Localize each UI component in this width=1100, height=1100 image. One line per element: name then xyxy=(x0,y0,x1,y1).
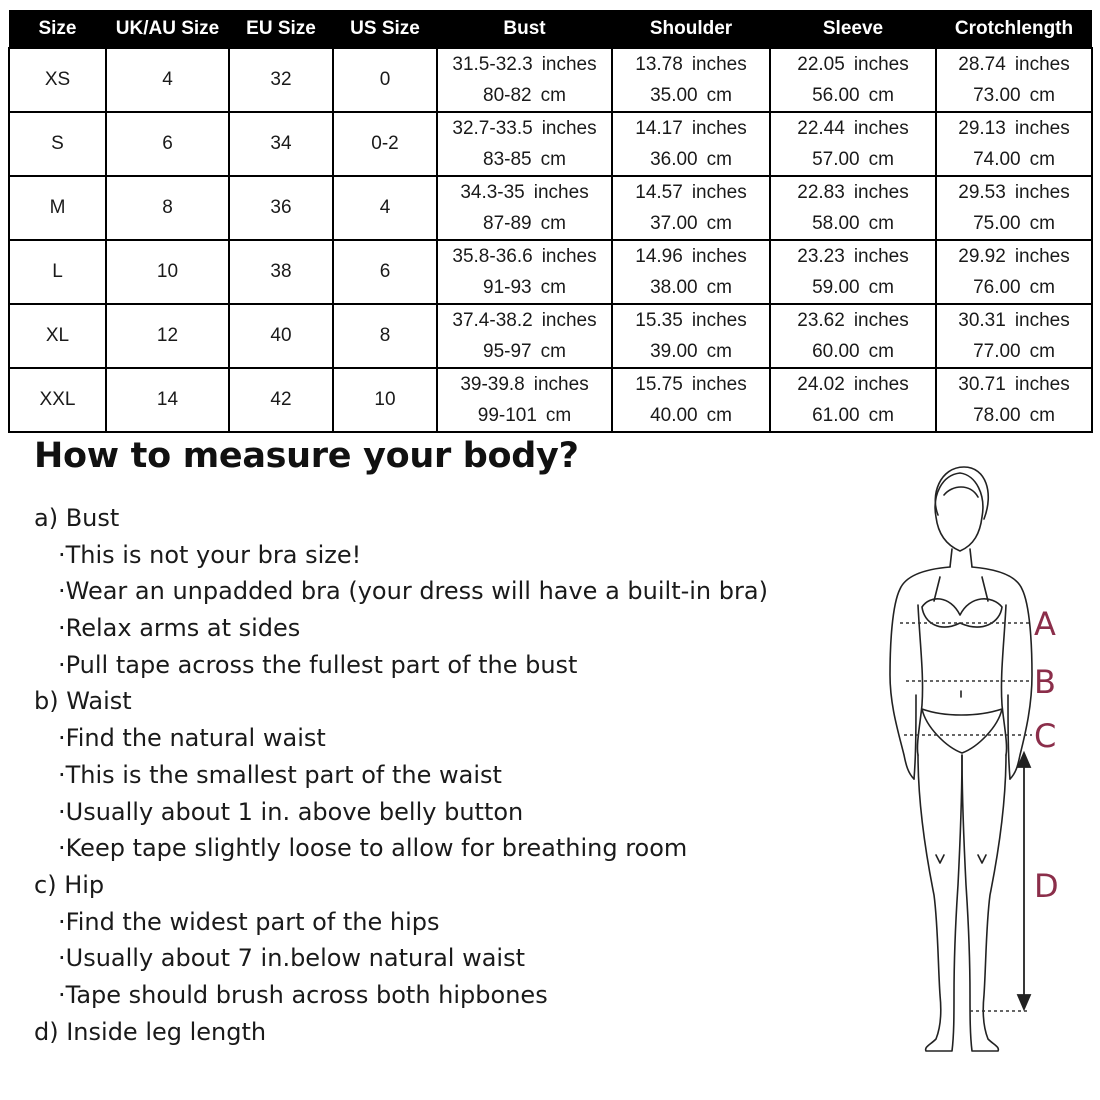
cm-unit: cm xyxy=(1029,341,1055,362)
shoulder-cell-cm-line xyxy=(613,336,769,367)
cm-value: 75.00 xyxy=(973,213,1021,234)
shoulder-cell-cm-line xyxy=(613,144,769,175)
inch-value: 22.05 xyxy=(797,54,845,75)
inch-value: 30.71 xyxy=(958,374,1006,395)
eu-size-cell: 32 xyxy=(229,48,333,112)
cm-unit: cm xyxy=(1029,85,1055,106)
cm-unit: cm xyxy=(540,149,566,170)
inch-unit: inches xyxy=(541,246,597,267)
inch-value: 13.78 xyxy=(635,54,683,75)
cm-unit: cm xyxy=(706,85,732,106)
crotchlength-cell xyxy=(936,176,1092,240)
cm-unit: cm xyxy=(540,85,566,106)
eu-size-cell: 42 xyxy=(229,368,333,432)
crotchlength-cell-cm-line xyxy=(937,80,1091,111)
inch-unit: inches xyxy=(541,310,597,331)
inch-value: 28.74 xyxy=(958,54,1006,75)
inch-unit: inches xyxy=(691,246,747,267)
sleeve-cell-cm-line xyxy=(771,208,935,239)
shoulder-cell-inch-line xyxy=(613,241,769,272)
cm-unit: cm xyxy=(868,405,894,426)
bust-cell xyxy=(437,240,612,304)
uk-au-size-cell: 6 xyxy=(106,112,229,176)
shoulder-cell xyxy=(612,368,770,432)
cm-unit: cm xyxy=(1029,213,1055,234)
cm-unit: cm xyxy=(706,341,732,362)
crotchlength-cell-cm-line xyxy=(937,272,1091,303)
cm-value: 60.00 xyxy=(812,341,860,362)
uk-au-size-cell: 10 xyxy=(106,240,229,304)
size-cell: L xyxy=(9,240,106,304)
inch-value: 24.02 xyxy=(797,374,845,395)
label-c: C xyxy=(1034,717,1057,755)
sleeve-cell-cm-line xyxy=(771,400,935,431)
inch-value: 14.57 xyxy=(635,182,683,203)
sleeve-cell-inch-line xyxy=(771,241,935,272)
guide-title: How to measure your body? xyxy=(34,436,579,476)
figure-bra xyxy=(922,577,1002,627)
cm-value: 73.00 xyxy=(973,85,1021,106)
inch-value: 32.7-33.5 xyxy=(452,118,533,139)
crotchlength-cell-inch-line xyxy=(937,113,1091,144)
figure-torso xyxy=(917,605,1006,755)
inch-value: 34.3-35 xyxy=(460,182,525,203)
header-us-size: US Size xyxy=(333,10,437,48)
header-crotchlength: Crotchlength xyxy=(936,10,1092,48)
inch-value: 23.62 xyxy=(797,310,845,331)
crotchlength-cell xyxy=(936,240,1092,304)
inch-unit: inches xyxy=(853,374,909,395)
guide-bullet-item: ·This is not your bra size! xyxy=(58,540,362,569)
measurement-guide xyxy=(34,500,854,1050)
inch-unit: inches xyxy=(691,182,747,203)
guide-bullet-item: ·Find the widest part of the hips xyxy=(58,907,440,936)
shoulder-cell-cm-line xyxy=(613,208,769,239)
bust-cell-cm-line xyxy=(438,336,611,367)
inch-unit: inches xyxy=(853,54,909,75)
table-body xyxy=(9,48,1092,432)
shoulder-cell-inch-line xyxy=(613,49,769,80)
inch-value: 14.17 xyxy=(635,118,683,139)
cm-value: 95-97 xyxy=(483,341,532,362)
guide-bullet-item: ·Relax arms at sides xyxy=(58,614,301,643)
uk-au-size-cell: 12 xyxy=(106,304,229,368)
inch-unit: inches xyxy=(1014,310,1070,331)
uk-au-size-cell: 4 xyxy=(106,48,229,112)
figure-head xyxy=(935,473,983,551)
inch-value: 15.75 xyxy=(635,374,683,395)
inch-unit: inches xyxy=(541,118,597,139)
cm-unit: cm xyxy=(1029,277,1055,298)
crotchlength-cell-inch-line xyxy=(937,241,1091,272)
cm-value: 78.00 xyxy=(973,405,1021,426)
cm-unit: cm xyxy=(540,341,566,362)
cm-value: 80-82 xyxy=(483,85,532,106)
header-eu-size: EU Size xyxy=(229,10,333,48)
figure-right-leg xyxy=(962,755,1006,1051)
table-row xyxy=(9,240,1092,304)
sleeve-cell xyxy=(770,48,936,112)
cm-value: 39.00 xyxy=(650,341,698,362)
bust-cell xyxy=(437,112,612,176)
shoulder-cell-cm-line xyxy=(613,80,769,111)
cm-value: 74.00 xyxy=(973,149,1021,170)
crotchlength-cell-inch-line xyxy=(937,49,1091,80)
sleeve-cell-cm-line xyxy=(771,144,935,175)
guide-bullet-item: ·Tape should brush across both hipbones xyxy=(58,980,548,1009)
guide-bullet-item: ·Wear an unpadded bra (your dress will have a built-in bra) xyxy=(58,577,768,606)
cm-unit: cm xyxy=(868,341,894,362)
sleeve-cell xyxy=(770,368,936,432)
crotchlength-cell-cm-line xyxy=(937,208,1091,239)
inch-value: 22.44 xyxy=(797,118,845,139)
label-a: A xyxy=(1034,605,1056,643)
size-cell: S xyxy=(9,112,106,176)
eu-size-cell: 36 xyxy=(229,176,333,240)
sleeve-cell-cm-line xyxy=(771,336,935,367)
cm-value: 83-85 xyxy=(483,149,532,170)
cm-unit: cm xyxy=(706,149,732,170)
size-cell: XL xyxy=(9,304,106,368)
bust-cell xyxy=(437,48,612,112)
crotchlength-cell-cm-line xyxy=(937,400,1091,431)
sleeve-cell-inch-line xyxy=(771,113,935,144)
bust-cell-inch-line xyxy=(438,305,611,336)
crotchlength-cell xyxy=(936,112,1092,176)
crotchlength-cell xyxy=(936,304,1092,368)
guide-bullet-item: ·Keep tape slightly loose to allow for breathing room xyxy=(58,834,688,863)
sleeve-cell-cm-line xyxy=(771,80,935,111)
inch-unit: inches xyxy=(541,54,597,75)
inch-value: 29.92 xyxy=(958,246,1006,267)
inch-value: 29.53 xyxy=(958,182,1006,203)
header-bust: Bust xyxy=(437,10,612,48)
bust-cell xyxy=(437,368,612,432)
bust-cell-inch-line xyxy=(438,177,611,208)
cm-value: 77.00 xyxy=(973,341,1021,362)
cm-value: 58.00 xyxy=(812,213,860,234)
inch-value: 31.5-32.3 xyxy=(452,54,533,75)
inch-value: 22.83 xyxy=(797,182,845,203)
crotchlength-cell-inch-line xyxy=(937,177,1091,208)
us-size-cell: 4 xyxy=(333,176,437,240)
table-row xyxy=(9,48,1092,112)
size-cell: XS xyxy=(9,48,106,112)
size-cell: XXL xyxy=(9,368,106,432)
figure-briefs xyxy=(922,709,1002,753)
figure-left-leg xyxy=(918,755,962,1051)
cm-value: 99-101 xyxy=(477,405,537,426)
cm-value: 57.00 xyxy=(812,149,860,170)
table-row xyxy=(9,368,1092,432)
shoulder-cell-inch-line xyxy=(613,369,769,400)
sleeve-cell-inch-line xyxy=(771,49,935,80)
size-chart-table xyxy=(8,10,1093,433)
sleeve-cell xyxy=(770,176,936,240)
bust-cell xyxy=(437,176,612,240)
figure-knees xyxy=(936,855,986,863)
guide-bullet-item: ·Pull tape across the fullest part of the bust xyxy=(58,650,578,679)
cm-value: 87-89 xyxy=(483,213,532,234)
us-size-cell: 0 xyxy=(333,48,437,112)
cm-value: 59.00 xyxy=(812,277,860,298)
table-row xyxy=(9,304,1092,368)
figure-neck xyxy=(950,549,972,567)
inch-value: 14.96 xyxy=(635,246,683,267)
guide-bullet-item: ·Find the natural waist xyxy=(58,724,326,753)
bust-cell-cm-line xyxy=(438,144,611,175)
cm-value: 76.00 xyxy=(973,277,1021,298)
arrow-down-head xyxy=(1018,995,1030,1009)
inch-value: 29.13 xyxy=(958,118,1006,139)
sleeve-cell xyxy=(770,112,936,176)
bust-cell-inch-line xyxy=(438,113,611,144)
inch-unit: inches xyxy=(533,374,589,395)
cm-unit: cm xyxy=(1029,405,1055,426)
cm-value: 35.00 xyxy=(650,85,698,106)
cm-unit: cm xyxy=(868,213,894,234)
cm-unit: cm xyxy=(706,405,732,426)
inch-value: 37.4-38.2 xyxy=(452,310,533,331)
crotchlength-cell-cm-line xyxy=(937,144,1091,175)
inch-unit: inches xyxy=(1014,54,1070,75)
shoulder-cell xyxy=(612,176,770,240)
table-header-row xyxy=(9,10,1092,48)
inch-unit: inches xyxy=(853,310,909,331)
inch-value: 35.8-36.6 xyxy=(452,246,533,267)
header-sleeve: Sleeve xyxy=(770,10,936,48)
table-row xyxy=(9,176,1092,240)
bust-cell-inch-line xyxy=(438,241,611,272)
bust-cell-cm-line xyxy=(438,272,611,303)
crotchlength-cell xyxy=(936,368,1092,432)
guide-section-heading: d) Inside leg length xyxy=(34,1017,267,1046)
bust-cell-cm-line xyxy=(438,400,611,431)
bust-cell-inch-line xyxy=(438,369,611,400)
crotchlength-cell xyxy=(936,48,1092,112)
table-row xyxy=(9,112,1092,176)
cm-value: 38.00 xyxy=(650,277,698,298)
cm-value: 37.00 xyxy=(650,213,698,234)
shoulder-cell-cm-line xyxy=(613,400,769,431)
label-d: D xyxy=(1034,867,1059,905)
inch-unit: inches xyxy=(691,310,747,331)
inch-value: 15.35 xyxy=(635,310,683,331)
guide-bullet-item: ·This is the smallest part of the waist xyxy=(58,760,502,789)
crotchlength-cell-inch-line xyxy=(937,305,1091,336)
guide-section-heading: b) Waist xyxy=(34,687,132,716)
cm-value: 36.00 xyxy=(650,149,698,170)
cm-unit: cm xyxy=(868,277,894,298)
shoulder-cell xyxy=(612,304,770,368)
label-b: B xyxy=(1034,663,1056,701)
eu-size-cell: 40 xyxy=(229,304,333,368)
us-size-cell: 10 xyxy=(333,368,437,432)
guide-bullet-item: ·Usually about 7 in.below natural waist xyxy=(58,944,526,973)
inch-value: 30.31 xyxy=(958,310,1006,331)
sleeve-cell-inch-line xyxy=(771,177,935,208)
sleeve-cell-inch-line xyxy=(771,369,935,400)
crotchlength-cell-inch-line xyxy=(937,369,1091,400)
header-uk-au-size: UK/AU Size xyxy=(106,10,229,48)
shoulder-cell-cm-line xyxy=(613,272,769,303)
us-size-cell: 0-2 xyxy=(333,112,437,176)
guide-section-heading: a) Bust xyxy=(34,504,120,532)
header-shoulder: Shoulder xyxy=(612,10,770,48)
sleeve-cell-cm-line xyxy=(771,272,935,303)
cm-unit: cm xyxy=(706,277,732,298)
inch-unit: inches xyxy=(1014,246,1070,267)
cm-unit: cm xyxy=(540,213,566,234)
eu-size-cell: 38 xyxy=(229,240,333,304)
us-size-cell: 6 xyxy=(333,240,437,304)
guide-bullet-item: ·Usually about 1 in. above belly button xyxy=(58,797,524,826)
sleeve-cell xyxy=(770,304,936,368)
us-size-cell: 8 xyxy=(333,304,437,368)
bust-cell-inch-line xyxy=(438,49,611,80)
bust-cell-cm-line xyxy=(438,80,611,111)
cm-unit: cm xyxy=(868,85,894,106)
inch-unit: inches xyxy=(1014,374,1070,395)
sleeve-cell xyxy=(770,240,936,304)
eu-size-cell: 34 xyxy=(229,112,333,176)
cm-unit: cm xyxy=(1029,149,1055,170)
size-cell: M xyxy=(9,176,106,240)
bust-cell-cm-line xyxy=(438,208,611,239)
inch-unit: inches xyxy=(1014,182,1070,203)
shoulder-cell-inch-line xyxy=(613,177,769,208)
cm-unit: cm xyxy=(540,277,566,298)
header-size: Size xyxy=(9,10,106,48)
inch-unit: inches xyxy=(853,246,909,267)
cm-value: 91-93 xyxy=(483,277,532,298)
shoulder-cell xyxy=(612,240,770,304)
inch-unit: inches xyxy=(853,118,909,139)
shoulder-cell-inch-line xyxy=(613,113,769,144)
bust-cell xyxy=(437,304,612,368)
inch-unit: inches xyxy=(853,182,909,203)
inch-unit: inches xyxy=(1014,118,1070,139)
uk-au-size-cell: 8 xyxy=(106,176,229,240)
cm-value: 40.00 xyxy=(650,405,698,426)
inch-unit: inches xyxy=(533,182,589,203)
inch-value: 39-39.8 xyxy=(460,374,525,395)
shoulder-cell xyxy=(612,48,770,112)
guide-section-heading: c) Hip xyxy=(34,870,105,899)
inch-value: 23.23 xyxy=(797,246,845,267)
cm-value: 61.00 xyxy=(812,405,860,426)
cm-unit: cm xyxy=(545,405,572,426)
cm-unit: cm xyxy=(868,149,894,170)
inch-unit: inches xyxy=(691,54,747,75)
inch-unit: inches xyxy=(691,374,747,395)
cm-unit: cm xyxy=(706,213,732,234)
body-figure-illustration xyxy=(860,455,1100,1075)
shoulder-cell xyxy=(612,112,770,176)
cm-value: 56.00 xyxy=(812,85,860,106)
crotchlength-cell-cm-line xyxy=(937,336,1091,367)
uk-au-size-cell: 14 xyxy=(106,368,229,432)
inch-unit: inches xyxy=(691,118,747,139)
shoulder-cell-inch-line xyxy=(613,305,769,336)
sleeve-cell-inch-line xyxy=(771,305,935,336)
